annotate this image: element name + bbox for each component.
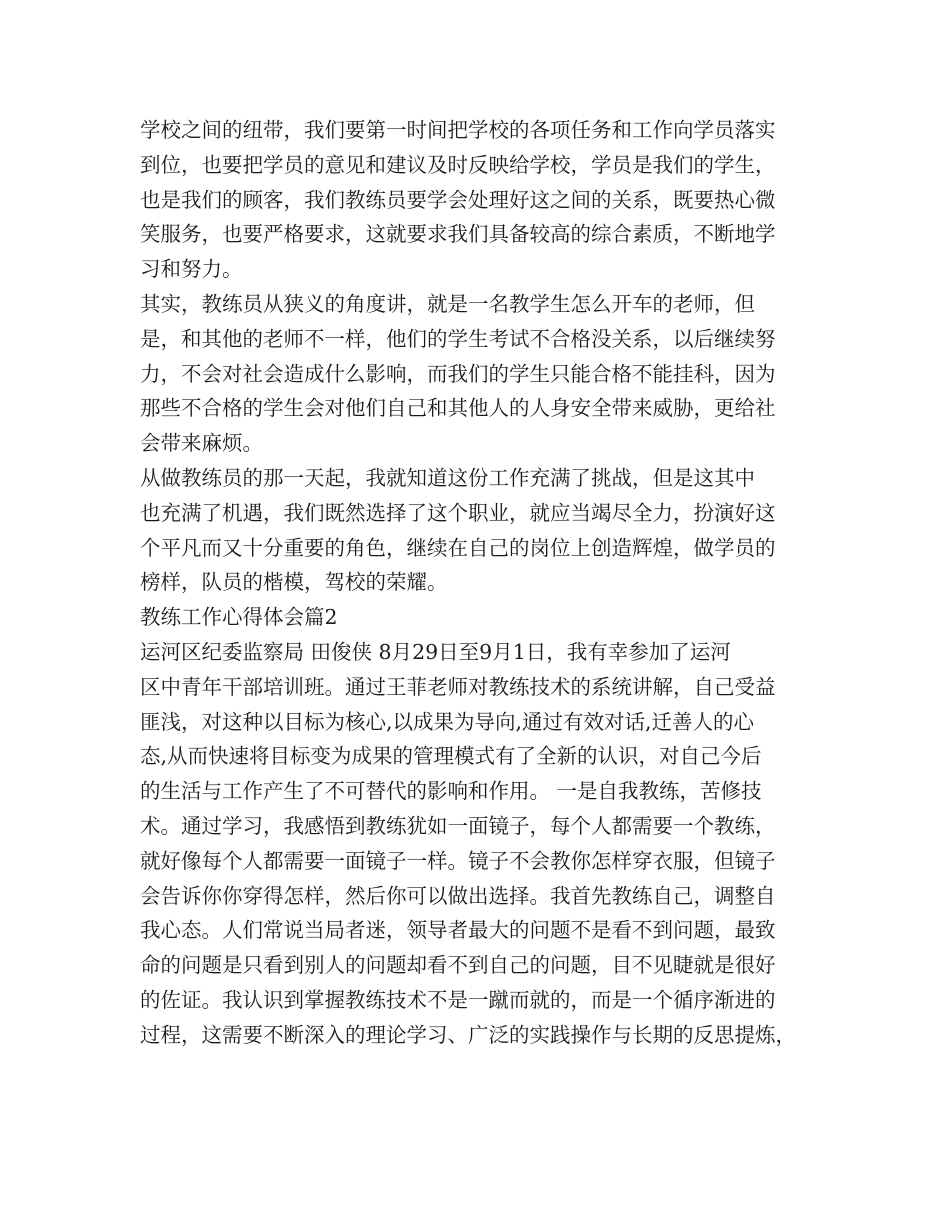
section-heading: 教练工作心得体会篇2 (140, 605, 338, 630)
text-line: 到位，也要把学员的意见和建议及时反映给学校，学员是我们的学生， (140, 152, 776, 177)
text-line: 的佐证。我认识到掌握教练技术不是一蹴而就的，而是一个循序渐进的 (140, 987, 776, 1012)
text-line: 我心态。人们常说当局者迷，领导者最大的问题不是看不到问题，最致 (140, 918, 776, 943)
text-line: 的生活与工作产生了不可替代的影响和作用。 一是自我教练，苦修技 (140, 779, 762, 804)
text-line: 运河区纪委监察局 田俊侠 8月29日至9月1日，我有幸参加了运河 (140, 639, 731, 664)
text-line: 会带来麻烦。 (140, 431, 263, 456)
text-line: 是，和其他的老师不一样，他们的学生考试不合格没关系，以后继续努 (140, 326, 776, 351)
text-line: 就好像每个人都需要一面镜子一样。镜子不会教你怎样穿衣服，但镜子 (140, 848, 776, 873)
text-line: 个平凡而又十分重要的角色，继续在自己的岗位上创造辉煌，做学员的 (140, 535, 776, 560)
text-line: 过程，这需要不断深入的理论学习、广泛的实践操作与长期的反思提炼， (140, 1022, 796, 1047)
text-line: 力，不会对社会造成什么影响，而我们的学生只能合格不能挂科，因为 (140, 361, 776, 386)
text-line: 习和努力。 (140, 257, 243, 282)
text-line: 从做教练员的那一天起，我就知道这份工作充满了挑战，但是这其中 (140, 465, 755, 490)
text-line: 也充满了机遇，我们既然选择了这个职业，就应当竭尽全力，扮演好这 (140, 500, 776, 525)
text-line: 命的问题是只看到别人的问题却看不到自己的问题，目不见睫就是很好 (140, 953, 776, 978)
body-text (140, 113, 830, 1053)
text-line: 也是我们的顾客，我们教练员要学会处理好这之间的关系，既要热心微 (140, 187, 776, 212)
text-line: 笑服务，也要严格要求，这就要求我们具备较高的综合素质，不断地学 (140, 222, 776, 247)
text-line: 术。通过学习，我感悟到教练犹如一面镜子，每个人都需要一个教练， (140, 813, 776, 838)
text-line: 榜样，队员的楷模，驾校的荣耀。 (140, 570, 448, 595)
text-line: 会告诉你你穿得怎样，然后你可以做出选择。我首先教练自己，调整自 (140, 883, 776, 908)
text-line: 态,从而快速将目标变为成果的管理模式有了全新的认识，对自己今后 (140, 744, 762, 769)
text-line: 匪浅，对这种以目标为核心,以成果为导向,通过有效对话,迁善人的心 (140, 709, 755, 734)
text-line: 其实，教练员从狭义的角度讲，就是一名教学生怎么开车的老师，但 (140, 291, 755, 316)
text-line: 区中青年干部培训班。通过王菲老师对教练技术的系统讲解，自己受益 (140, 674, 776, 699)
text-line: 那些不合格的学生会对他们自己和其他人的人身安全带来威胁，更给社 (140, 396, 776, 421)
text-line: 学校之间的纽带，我们要第一时间把学校的各项任务和工作向学员落实 (140, 118, 776, 142)
